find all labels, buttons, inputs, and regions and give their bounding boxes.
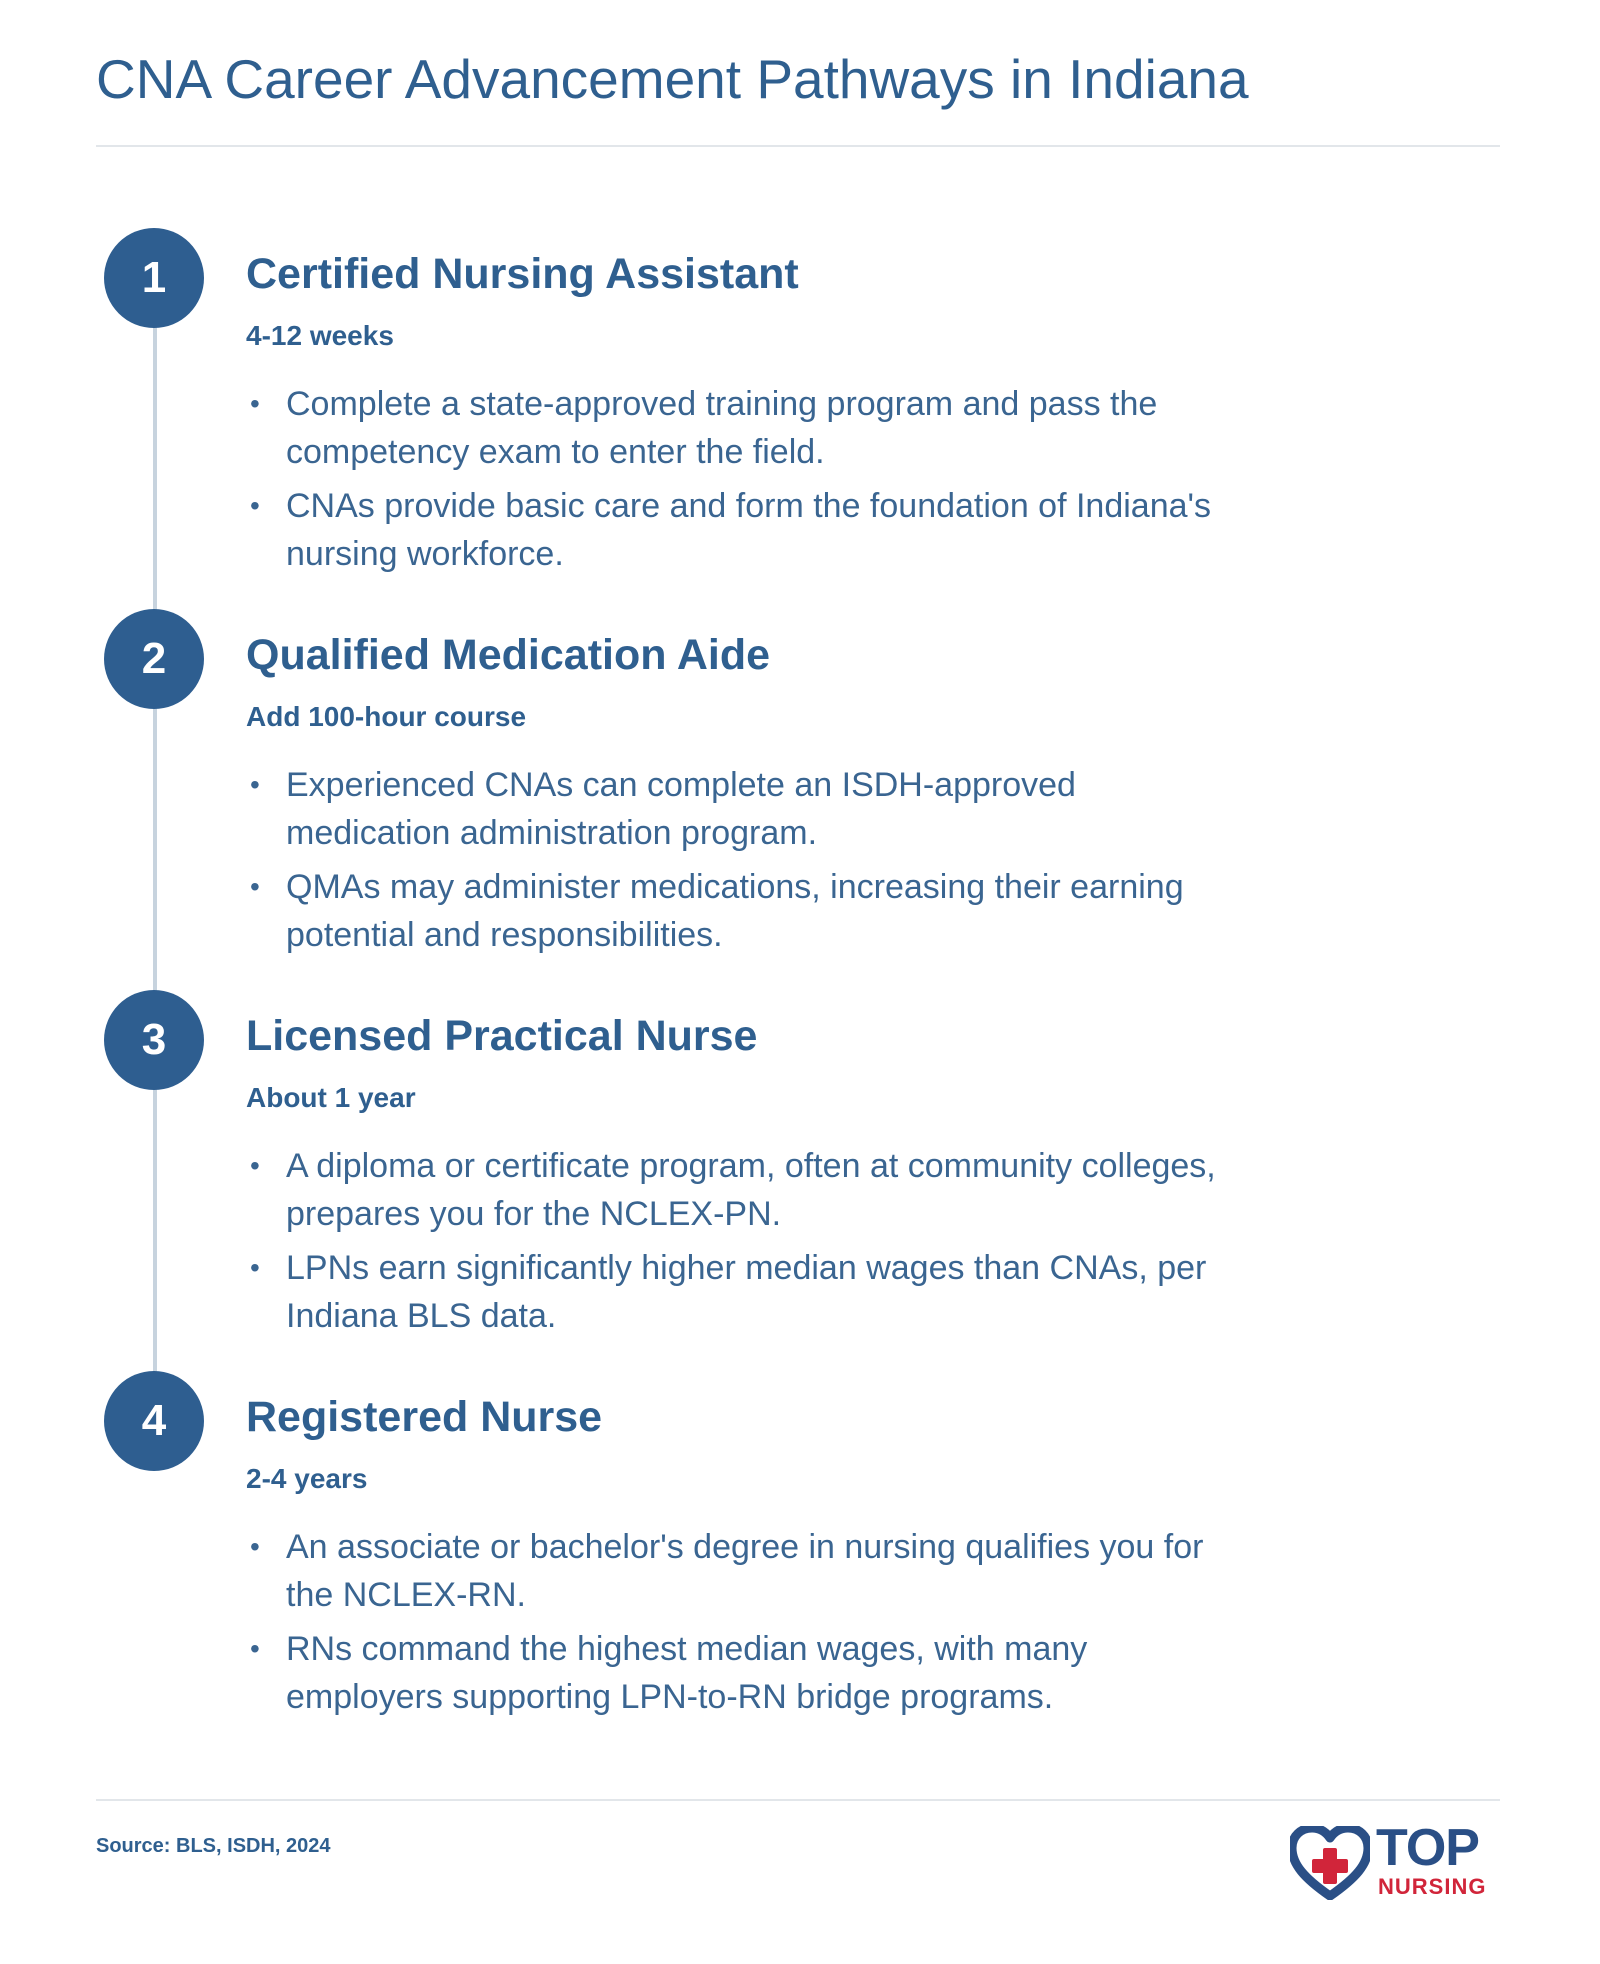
list-item: • A diploma or certificate program, often at community colleges, prepares you for the NCLEX-PN. [246, 1142, 1246, 1238]
bullet-icon: • [250, 1633, 260, 1664]
page-title: CNA Career Advancement Pathways in Indiana [96, 48, 1249, 110]
list-item: • QMAs may administer medications, increasing their earning potential and responsibilities. [246, 863, 1246, 959]
step-bullet-list [246, 761, 1246, 965]
list-item: • LPNs earn significantly higher median wages than CNAs, per Indiana BLS data. [246, 1244, 1246, 1340]
list-item: • An associate or bachelor's degree in nursing qualifies you for the NCLEX-RN. [246, 1523, 1246, 1619]
step-duration: 4-12 weeks [246, 320, 394, 351]
step-title: Licensed Practical Nurse [246, 1012, 758, 1060]
bullet-icon: • [250, 769, 260, 800]
bullet-icon: • [250, 388, 260, 419]
bullet-icon: • [250, 1150, 260, 1181]
bullet-icon: • [250, 1252, 260, 1283]
step-bullet-list [246, 1142, 1246, 1346]
step-number-badge: 1 [104, 228, 204, 328]
source-note: Source: BLS, ISDH, 2024 [96, 1835, 331, 1857]
step-title: Certified Nursing Assistant [246, 250, 799, 298]
bullet-icon: • [250, 490, 260, 521]
bottom-divider [96, 1799, 1500, 1801]
heart-cross-icon [1290, 1826, 1370, 1900]
logo-text-top: TOP [1376, 1819, 1479, 1877]
step-number-badge: 2 [104, 609, 204, 709]
step-number-badge: 4 [104, 1371, 204, 1471]
timeline-line [153, 280, 157, 1410]
step-duration: Add 100-hour course [246, 701, 527, 732]
step-title: Registered Nurse [246, 1393, 603, 1441]
list-item: • Complete a state-approved training program and pass the competency exam to enter the field. [246, 380, 1246, 476]
step-title: Qualified Medication Aide [246, 631, 771, 679]
list-item: • CNAs provide basic care and form the foundation of Indiana's nursing workforce. [246, 482, 1246, 578]
bullet-icon: • [250, 1531, 260, 1562]
step-duration: About 1 year [246, 1082, 416, 1113]
step-bullet-list [246, 380, 1246, 584]
list-item: • RNs command the highest median wages, with many employers supporting LPN-to-RN bridge programs. [246, 1625, 1246, 1721]
step-number-badge: 3 [104, 990, 204, 1090]
top-divider [96, 145, 1500, 147]
bullet-icon: • [250, 871, 260, 902]
top-nursing-logo [1290, 1819, 1500, 1902]
logo-text-nursing: NURSING [1378, 1874, 1487, 1899]
step-duration: 2-4 years [246, 1463, 368, 1494]
step-bullet-list [246, 1523, 1246, 1727]
list-item: • Experienced CNAs can complete an ISDH-approved medication administration program. [246, 761, 1246, 857]
